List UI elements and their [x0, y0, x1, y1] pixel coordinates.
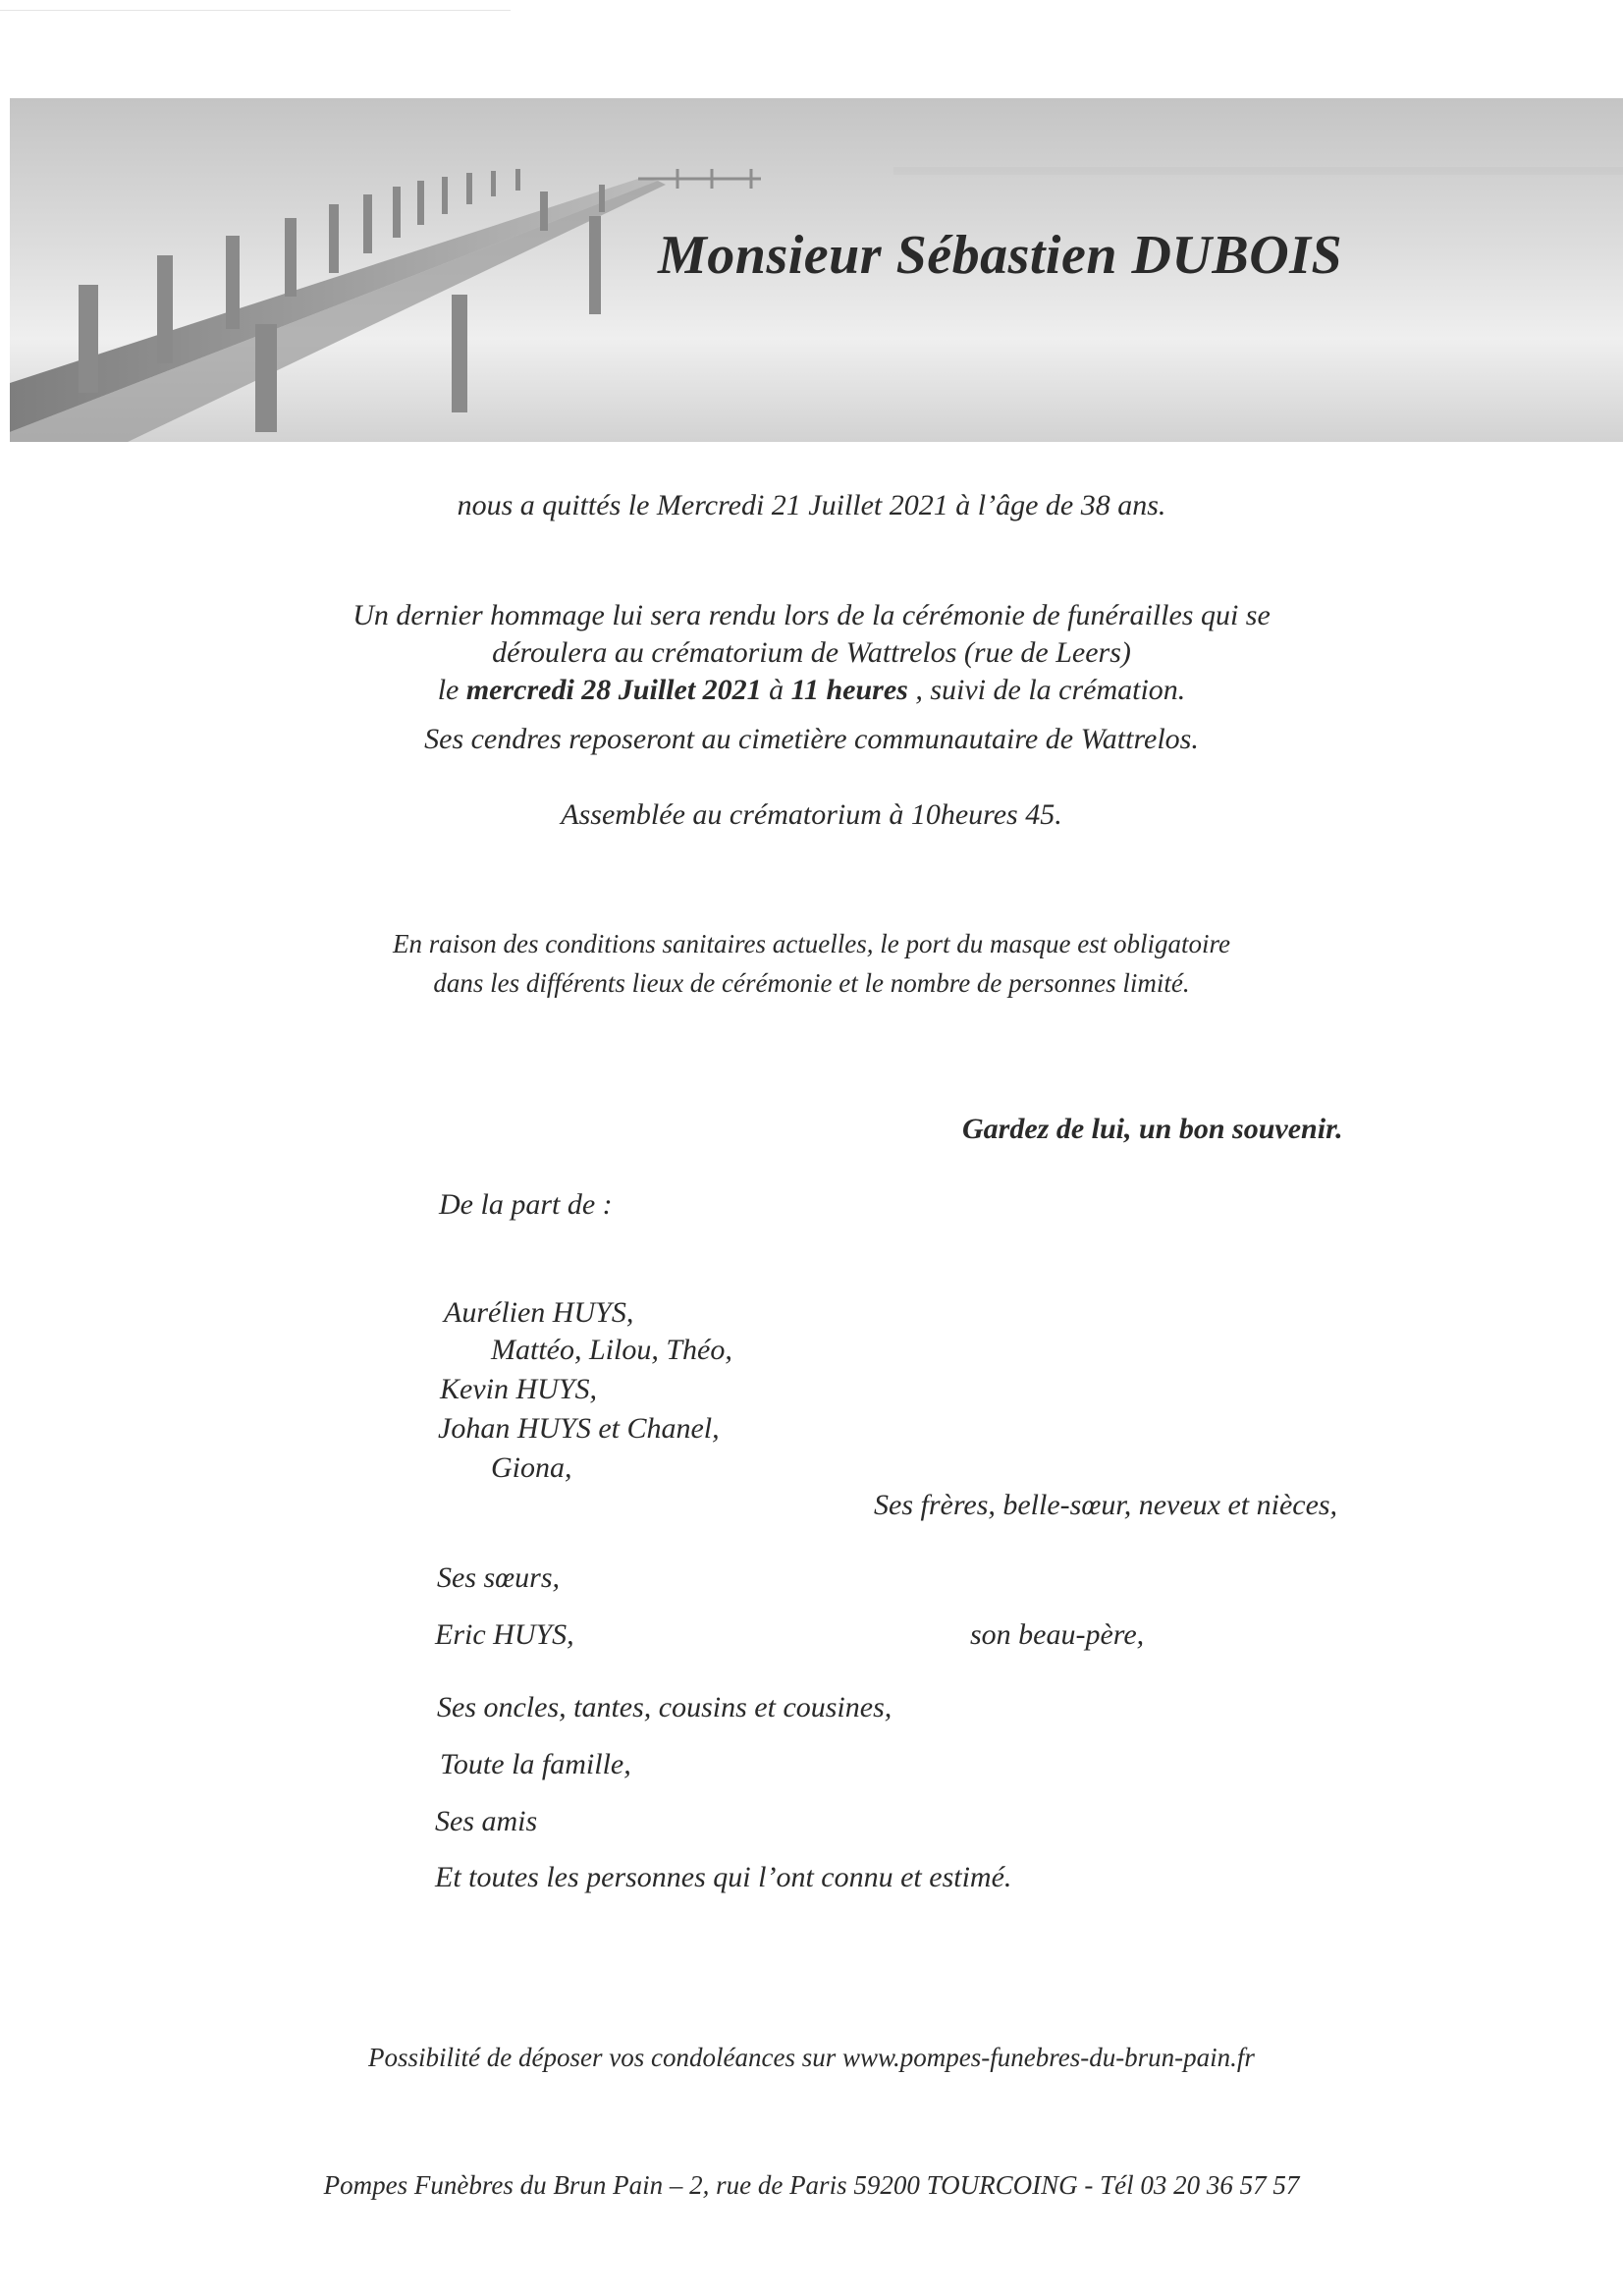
ceremony-mid: à: [761, 674, 791, 706]
family-member: Aurélien HUYS,: [444, 1296, 634, 1329]
family-member: Johan HUYS et Chanel,: [438, 1412, 720, 1445]
top-rule: [0, 10, 511, 11]
family-member: Mattéo, Lilou, Théo,: [491, 1334, 732, 1366]
assembly-line: Assemblée au crématorium à 10heures 45.: [561, 798, 1062, 831]
stepfather-relation: son beau-père,: [970, 1618, 1145, 1651]
ashes-line: Ses cendres reposeront au cimetière communautaire de Wattrelos.: [424, 723, 1199, 755]
sisters-line: Ses sœurs,: [437, 1561, 561, 1594]
family-member: Giona,: [491, 1451, 572, 1484]
sanitary-notice-line-1: En raison des conditions sanitaires actuelles, le port du masque est obligatoire: [393, 929, 1230, 958]
tribute-line: Gardez de lui, un bon souvenir.: [962, 1113, 1343, 1145]
siblings-relation: Ses frères, belle-sœur, neveux et nièces,: [874, 1489, 1338, 1521]
family-member: Kevin HUYS,: [440, 1373, 597, 1405]
others-line: Ses oncles, tantes, cousins et cousines,: [437, 1691, 893, 1723]
ceremony-line-1: Un dernier hommage lui sera rendu lors de la cérémonie de funérailles qui se: [352, 599, 1271, 631]
ceremony-line-2: déroulera au crématorium de Wattrelos (rue de Leers): [492, 636, 1131, 669]
condolences-line: Possibilité de déposer vos condoléances sur www.pompes-funebres-du-brun-pain.fr: [368, 2043, 1255, 2072]
death-announcement: nous a quittés le Mercredi 21 Juillet 2021 à l’âge de 38 ans.: [457, 489, 1166, 521]
family-intro: De la part de :: [439, 1188, 613, 1221]
stepfather-name: Eric HUYS,: [435, 1618, 574, 1651]
ceremony-line-3: [0, 676, 1623, 705]
ceremony-suffix: , suivi de la crémation.: [907, 674, 1186, 706]
funeral-home-line: Pompes Funèbres du Brun Pain – 2, rue de Paris 59200 TOURCOING - Tél 03 20 36 57 57: [323, 2170, 1300, 2200]
others-line: Toute la famille,: [440, 1748, 631, 1780]
others-line: Ses amis: [435, 1805, 538, 1837]
ceremony-prefix: le: [437, 674, 466, 706]
deceased-name: Monsieur Sébastien DUBOIS: [658, 225, 1343, 286]
ceremony-date: mercredi 28 Juillet 2021: [465, 674, 762, 706]
others-line: Et toutes les personnes qui l’ont connu et estimé.: [435, 1861, 1012, 1893]
ceremony-time: 11 heures: [790, 674, 908, 706]
sanitary-notice-line-2: dans les différents lieux de cérémonie et le nombre de personnes limité.: [433, 968, 1190, 998]
